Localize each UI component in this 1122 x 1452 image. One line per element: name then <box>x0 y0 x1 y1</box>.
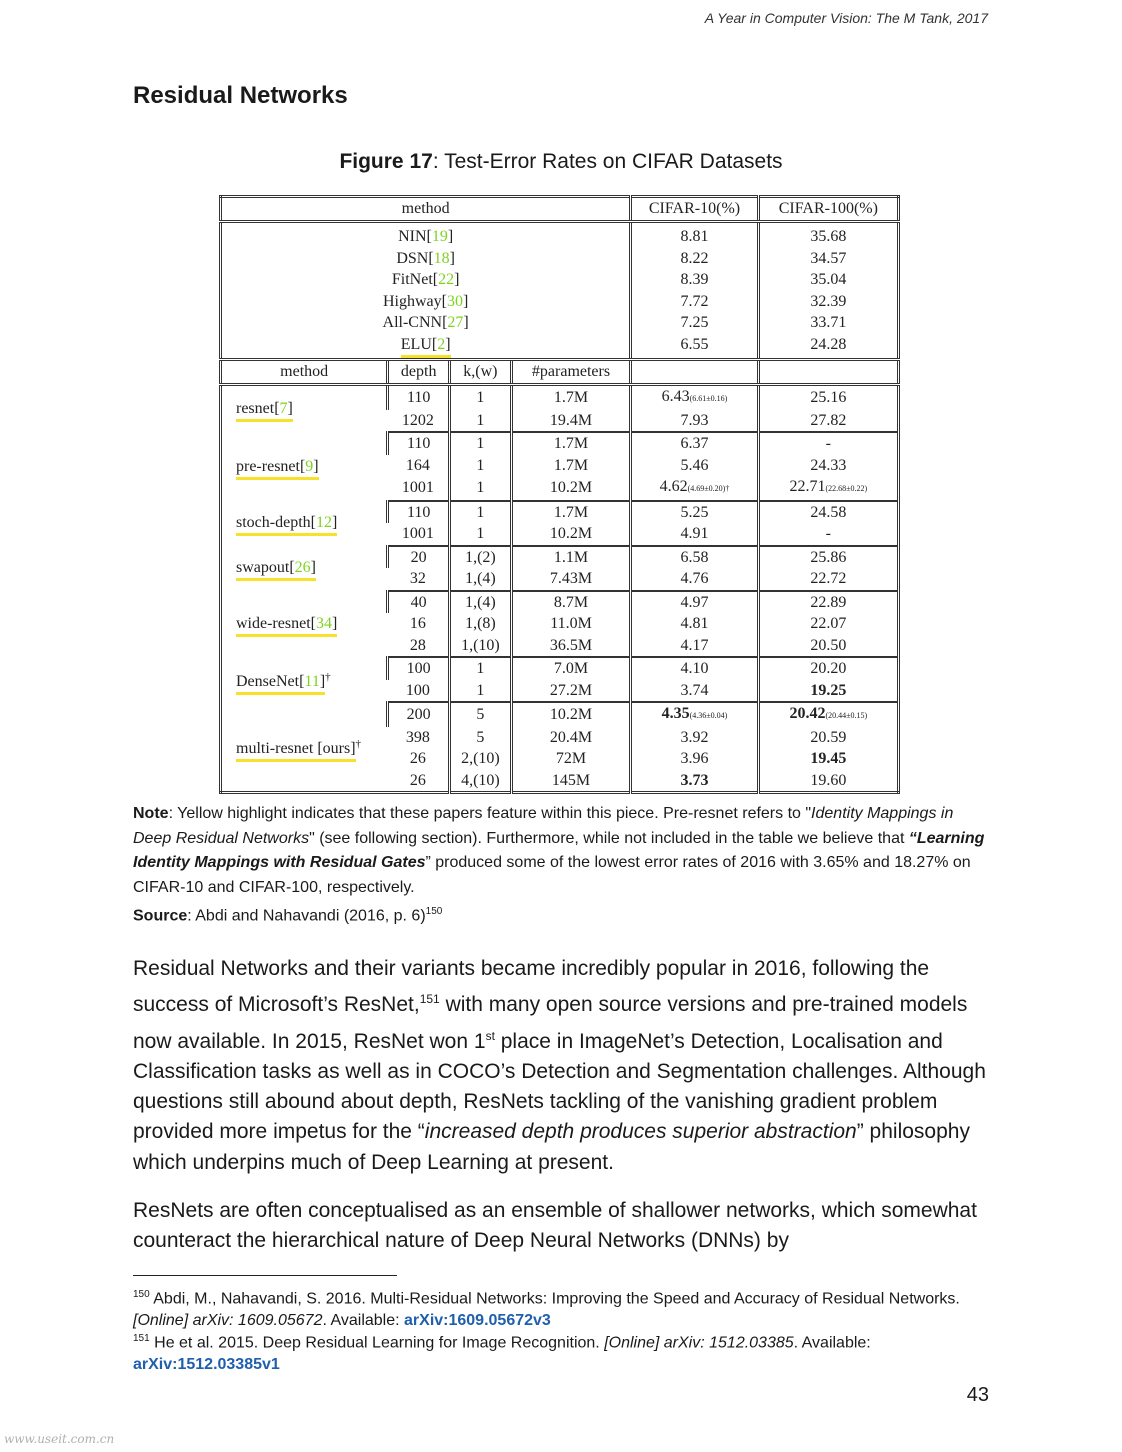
params-cell: 72M <box>511 748 631 770</box>
cifar100-cell: 20.50 <box>758 635 898 658</box>
kw-cell: 1 <box>450 523 512 546</box>
depth-cell: 40 <box>388 591 450 614</box>
depth-cell: 26 <box>409 750 426 767</box>
method-name-cell: pre-resnet[9] <box>221 432 388 501</box>
cifar100-cell: 25.86 <box>758 546 898 569</box>
cifar10-cell: 7.93 <box>631 410 758 433</box>
running-header: A Year in Computer Vision: The M Tank, 2017 <box>704 10 988 26</box>
method-name-cell: DenseNet[11]† <box>221 657 388 702</box>
baseline-method: FitNet[22] <box>391 271 460 288</box>
kw-cell: 1 <box>450 680 512 703</box>
depth-cell: 110 <box>388 385 450 410</box>
baseline-cifar10-values: 8.81 8.22 8.39 7.72 7.25 6.55 <box>631 222 758 360</box>
cifar100-cell: 20.42(20.44±0.15) <box>758 702 898 727</box>
cifar10-cell: 6.37 <box>631 432 758 455</box>
method-name-cell: stoch-depth[12] <box>221 501 388 546</box>
kw-cell: 1 <box>450 455 512 477</box>
kw-cell: 4,(10) <box>450 770 512 793</box>
depth-cell: 16 <box>409 615 426 632</box>
kw-header: k,(w) <box>450 360 512 385</box>
kw-cell: 1 <box>450 657 512 680</box>
kw-cell: 2,(10) <box>450 748 512 770</box>
cifar10-cell: 4.35(4.36±0.04) <box>631 702 758 727</box>
depth-cell: 32 <box>388 568 450 591</box>
cifar10-cell: 4.97 <box>631 591 758 614</box>
params-cell: 10.2M <box>511 523 631 546</box>
cifar10-cell: 4.81 <box>631 613 758 635</box>
table-row <box>221 657 899 680</box>
cifar100-cell: - <box>758 432 898 455</box>
cifar10-cell: 4.10 <box>631 657 758 680</box>
kw-cell: 5 <box>450 727 512 749</box>
kw-cell: 1,(8) <box>450 613 512 635</box>
kw-cell: 1,(4) <box>450 591 512 614</box>
cifar10-cell: 6.58 <box>631 546 758 569</box>
body-paragraph: ResNets are often conceptualised as an ensemble of shallower networks, which somewhat counteract the hierarchical nature of Deep Neural Networks (DNNs) by <box>133 1199 977 1253</box>
params-cell: 10.2M <box>511 476 631 501</box>
cifar10-cell: 3.73 <box>631 770 758 793</box>
kw-cell: 1 <box>450 432 512 455</box>
page-number: 43 <box>966 1384 989 1406</box>
cifar100-cell: 19.25 <box>758 680 898 703</box>
footnote: $^{151}$ He et al. 2015. Deep Residual Learning for Image Recognition. [Online] arXiv: 1512.03385. Available: arXiv:1512.03385v1 <box>133 1333 871 1374</box>
table-row <box>221 501 899 524</box>
baseline-method: DSN[18] <box>396 249 455 267</box>
cifar10-cell: 5.46 <box>631 455 758 477</box>
baseline-method: All-CNN[27] <box>382 314 469 331</box>
footnote-ref[interactable]: 151 <box>419 992 440 1007</box>
figure-caption <box>0 150 1122 174</box>
baseline-cifar100-values: 35.68 34.57 35.04 32.39 33.71 24.28 <box>758 222 898 360</box>
footnote: $^{150}$ Abdi, M., Nahavandi, S. 2016. Multi-Residual Networks: Improving the Speed and Accuracy of Residual Networks. [Online] arXiv: 1609.05672. Available: arXiv:1609.05672v3 <box>133 1289 960 1330</box>
cifar10-cell: 4.62(4.69±0.20)† <box>631 476 758 501</box>
params-cell: 1.1M <box>511 546 631 569</box>
cifar10-cell: 4.76 <box>631 568 758 591</box>
cifar100-cell: 19.45 <box>758 748 898 770</box>
cifar100-cell: 19.60 <box>758 770 898 793</box>
kw-cell: 1 <box>450 476 512 501</box>
depth-cell: 398 <box>405 728 430 746</box>
method-name-cell: wide-resnet[34] <box>221 591 388 658</box>
cifar100-cell: 22.89 <box>758 591 898 614</box>
params-cell: 1.7M <box>511 432 631 455</box>
kw-cell: 1,(10) <box>450 635 512 658</box>
figure-note: Note: Yellow highlight indicates that these papers feature within this piece. Pre-resnet refers to "Identity Mappings in Deep Residual Networks" (see following section). Furthermore, while not included in the table we believe that “Learning Identity Mappings with Residual Gates” produced some of the lowest error rates of 2016 with 3.65% and 18.27% on CIFAR-10 and CIFAR-100, respectively. Source: Abdi and Nahavandi (2016, p. 6)$^{150}$ <box>133 805 985 925</box>
depth-cell: 100 <box>388 680 450 703</box>
params-cell: 10.2M <box>511 702 631 727</box>
baseline-method: Highway[30] <box>382 292 469 310</box>
cifar10-header: CIFAR-10(%) <box>631 197 758 222</box>
cifar100-cell: 20.59 <box>758 727 898 749</box>
cifar100-cell: 22.07 <box>758 613 898 635</box>
results-table <box>219 195 900 788</box>
method-header: method <box>221 197 631 222</box>
cifar100-cell: 24.58 <box>758 501 898 524</box>
depth-cell: 100 <box>388 657 450 680</box>
sub-method-header: method <box>221 360 388 385</box>
footnote-link[interactable]: arXiv:1512.03385v1 <box>133 1356 280 1374</box>
cifar100-cell: 20.20 <box>758 657 898 680</box>
params-cell: 1.7M <box>511 385 631 410</box>
depth-cell: 1202 <box>388 410 450 433</box>
depth-cell: 28 <box>388 635 450 658</box>
depth-cell: 1001 <box>388 523 450 546</box>
params-cell: 36.5M <box>511 635 631 658</box>
params-cell: 1.7M <box>511 501 631 524</box>
cifar10-cell: 4.17 <box>631 635 758 658</box>
params-cell: 20.4M <box>511 727 631 749</box>
params-cell: 8.7M <box>511 591 631 614</box>
footnote-ref[interactable]: 150 <box>425 906 443 917</box>
baseline-method: NIN[19] <box>398 228 454 245</box>
depth-cell: 20 <box>388 546 450 569</box>
table-row <box>221 432 899 455</box>
cifar100-header: CIFAR-100(%) <box>758 197 898 222</box>
kw-cell: 1 <box>450 501 512 524</box>
depth-cell: 200 <box>388 702 450 727</box>
cifar100-cell: 22.71(22.68±0.22) <box>758 476 898 501</box>
kw-cell: 1 <box>450 410 512 433</box>
depth-header: depth <box>388 360 450 385</box>
cifar10-cell: 3.96 <box>631 748 758 770</box>
method-name-cell: resnet[7] <box>221 385 388 433</box>
cifar10-cell: 6.43(6.61±0.16) <box>631 385 758 410</box>
cifar10-cell: 5.25 <box>631 501 758 524</box>
kw-cell: 1,(2) <box>450 546 512 569</box>
depth-cell: 1001 <box>388 476 450 501</box>
cifar10-cell: 3.92 <box>631 727 758 749</box>
figure-label: Figure 17 <box>339 150 433 173</box>
depth-cell: 110 <box>388 432 450 455</box>
source-label: Source <box>133 907 188 925</box>
params-cell: 27.2M <box>511 680 631 703</box>
cifar10-cell: 4.91 <box>631 523 758 546</box>
depth-cell: 110 <box>388 501 450 524</box>
table-row <box>221 385 899 410</box>
params-cell: 7.0M <box>511 657 631 680</box>
method-name-cell: multi-resnet [ours]† <box>221 702 388 793</box>
depth-cell: 26 <box>409 771 426 789</box>
params-cell: 1.7M <box>511 455 631 477</box>
watermark: www.useit.com.cn <box>4 1432 115 1446</box>
footnote-link[interactable]: arXiv:1609.05672v3 <box>404 1312 551 1330</box>
params-cell: 11.0M <box>511 613 631 635</box>
kw-cell: 1 <box>450 385 512 410</box>
params-cell: 19.4M <box>511 410 631 433</box>
table-row <box>221 702 899 727</box>
empty-header-cell <box>631 360 758 385</box>
cifar100-cell: 27.82 <box>758 410 898 433</box>
baseline-method: ELU[2] <box>226 334 625 356</box>
depth-cell: 164 <box>405 456 430 474</box>
method-name-cell: swapout[26] <box>221 546 388 591</box>
table-row <box>221 546 899 569</box>
cifar100-cell: 22.72 <box>758 568 898 591</box>
table-row <box>221 591 899 614</box>
baseline-methods-cell <box>221 222 631 360</box>
cifar100-cell: - <box>758 523 898 546</box>
body-paragraph: Residual Networks and their variants became incredibly popular in 2016, following the success of Microsoft’s ResNet,$^{151}$ with many open source versions and pre-trained models now available. In 2015, ResNet won 1st place in ImageNet’s Detection, Localisation and Classification tasks as well as in COCO’s Detection and Segmentation challenges. Although questions still abound about depth, ResNets tackling of the vanishing gradient problem provided more impetus for the “increased depth produces superior abstraction” philosophy which underpins much of Deep Learning at present. <box>133 957 986 1174</box>
params-cell: 145M <box>511 770 631 793</box>
kw-cell: 5 <box>450 702 512 727</box>
kw-cell: 1,(4) <box>450 568 512 591</box>
cifar10-cell: 3.74 <box>631 680 758 703</box>
params-header: #parameters <box>511 360 631 385</box>
cifar100-cell: 24.33 <box>758 455 898 477</box>
section-title: Residual Networks <box>133 82 348 109</box>
footnote-divider <box>133 1275 397 1276</box>
params-cell: 7.43M <box>511 568 631 591</box>
empty-header-cell <box>758 360 898 385</box>
note-label: Note <box>133 805 169 822</box>
figure-caption-text: : Test-Error Rates on CIFAR Datasets <box>432 150 783 173</box>
cifar100-cell: 25.16 <box>758 385 898 410</box>
